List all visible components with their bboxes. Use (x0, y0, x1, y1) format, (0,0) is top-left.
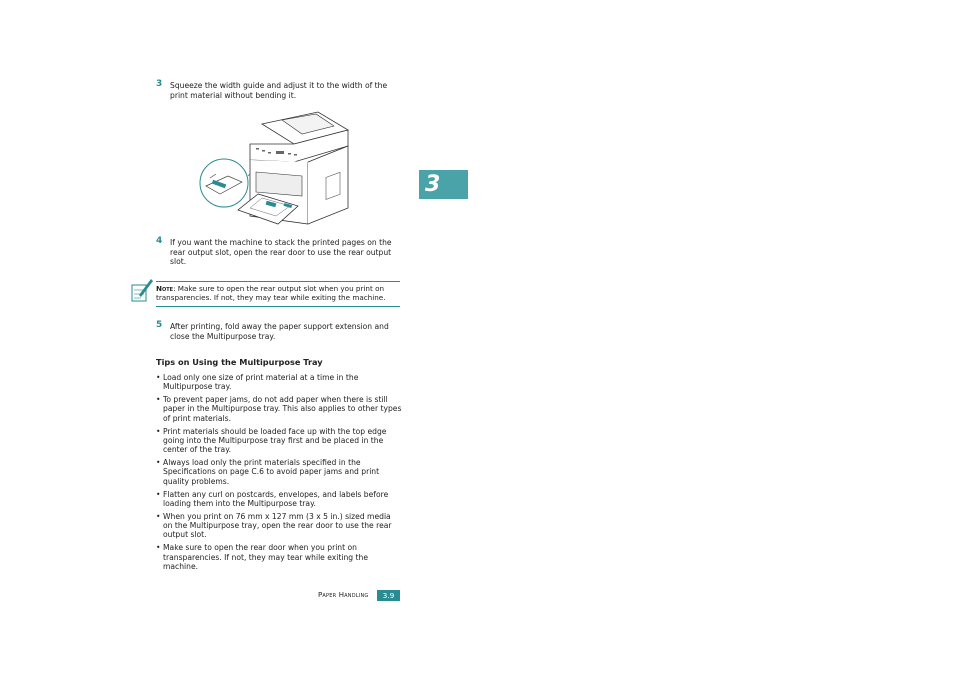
list-item: • Print materials should be loaded face up with the top edge going into the Multipurpose tray first and be placed in the center of the tray. (156, 426, 387, 455)
list-item: • Flatten any curl on postcards, envelopes, and labels before loading them into the Multipurpose tray. (156, 489, 389, 508)
step-text: After printing, fold away the paper support extension and close the Multipurpose tray. (170, 322, 389, 341)
step-text: Squeeze the width guide and adjust it to the width of the print material without bending it. (170, 81, 388, 100)
chapter-tab: 3 (419, 170, 468, 199)
footer-section-label: Paper Handling (318, 591, 369, 599)
step-3 (156, 81, 402, 100)
step-5 (156, 322, 402, 341)
tips-list (156, 373, 402, 575)
step-number: 3 (156, 79, 163, 89)
step-number: 5 (156, 320, 163, 330)
section-heading: Tips on Using the Multipurpose Tray (156, 357, 323, 367)
note-label: Note (156, 284, 174, 293)
note-text: : Make sure to open the rear output slot when you print on transparencies. If not, they may tear while exiting the machine. (156, 284, 386, 303)
list-item: • Make sure to open the rear door when you print on transparencies. If not, they may tear while exiting the machine. (156, 543, 369, 571)
list-item: • Load only one size of print material at a time in the Multipurpose tray. (156, 373, 359, 392)
printer-illustration (198, 106, 358, 230)
list-item: • When you print on 76 mm x 127 mm (3 x 5 in.) sized media on the Multipurpose tray, open the rear door to use the rear output slot. (156, 511, 392, 540)
step-text: If you want the machine to stack the printed pages on the rear output slot, open the rear door to use the rear output slot. (170, 238, 392, 267)
step-number: 4 (156, 236, 163, 246)
note-box (156, 281, 400, 307)
list-item: • Always load only the print materials specified in the Specifications on page C.6 to avoid paper jams and print quality problems. (156, 458, 380, 486)
list-item: • To prevent paper jams, do not add paper when there is still paper in the Multipurpose tray. This also applies to other types of print materials. (156, 395, 402, 423)
footer-page-number: 3.9 (377, 590, 400, 601)
step-4 (156, 238, 402, 267)
note-pencil-icon (131, 277, 153, 303)
